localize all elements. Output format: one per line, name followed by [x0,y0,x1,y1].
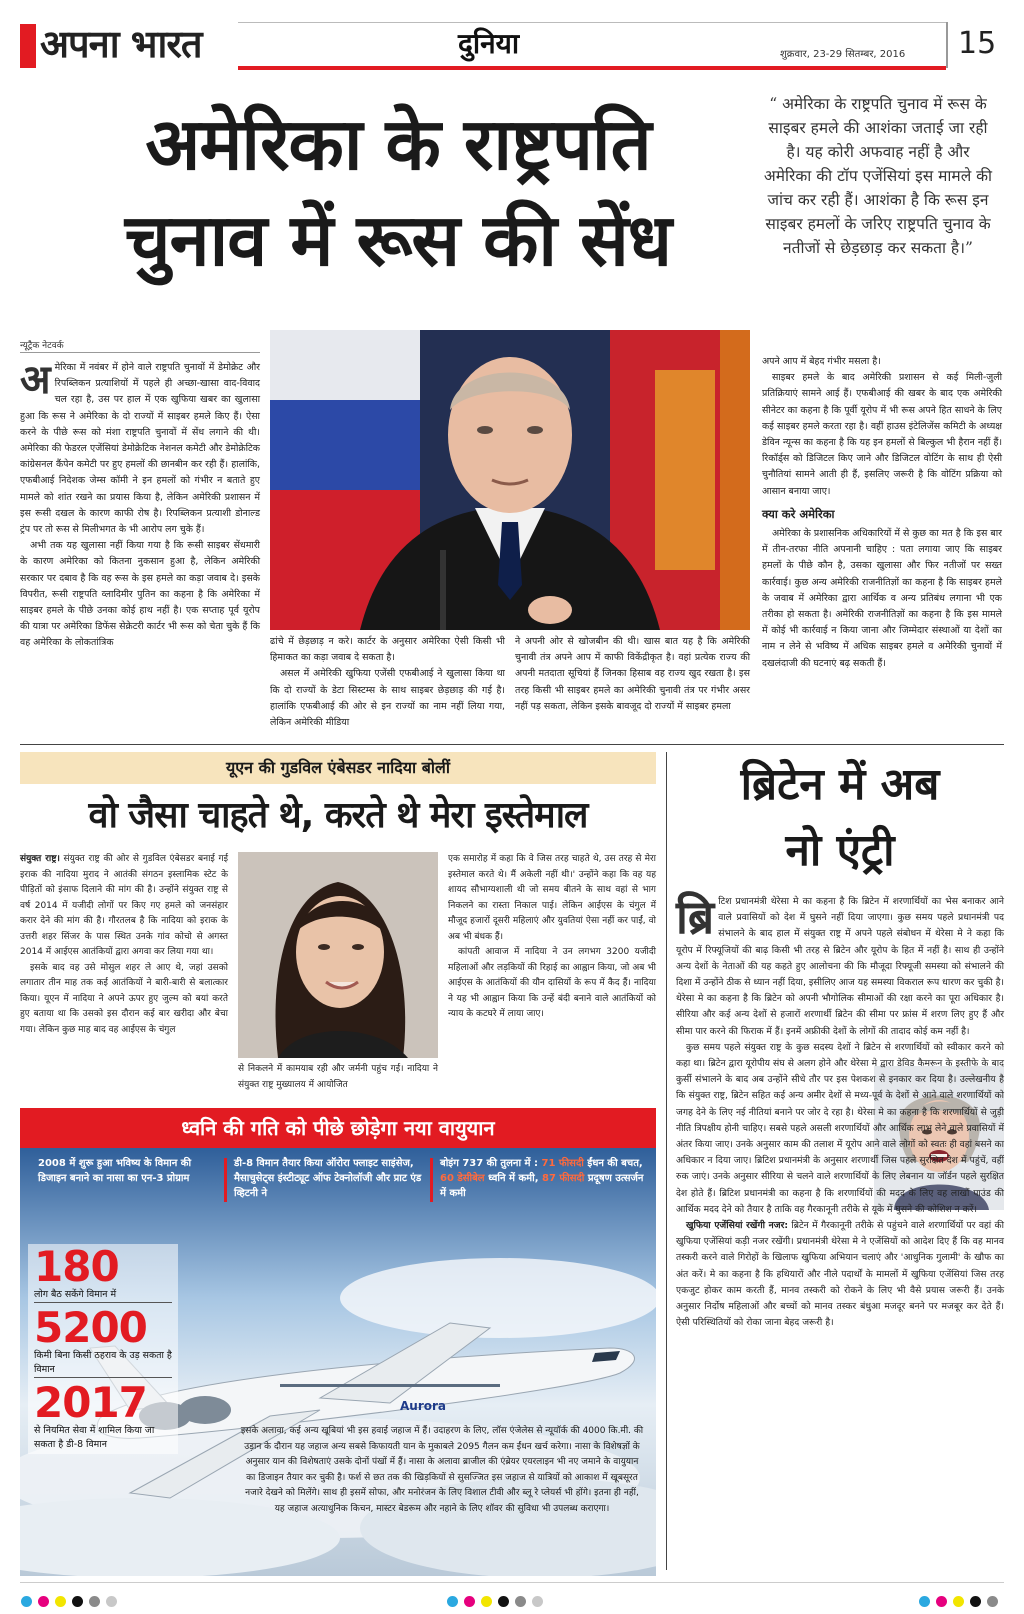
registration-marks-left [18,1592,120,1611]
fact-3-a: बोइंग 737 की तुलना में : [440,1158,542,1169]
britain-dropcap: ब्रि [676,890,715,944]
lead-col4-subhead: क्या करे अमेरिका [762,506,835,521]
britain-para3-text: ब्रिटेन में गैरकानूनी तरीके से पहुंचने वाले शरणार्थियों पर वहां की खुफिया एजेंसियां कड़ी नजर रखेंगी। प्रधानमंत्री थेरेसा मे ने एजेंसियों को आदेश दिए हैं कि वह मानव तस्करी करने वाले गिरोहों के खिलाफ खुफिया अभियान चलाएं और 'आधुनिक गुलामी' के खौफ का अंत करें। मे का कहना है कि हथियारों और नीले पदार्थों के मामलों में खुफिया एजेंसियां जिस तरह एकजुट होकर काम करती हैं, मानव तस्करी को रोकने के लिए भी वैसे प्रयास जरूरी हैं। उनके अनुसार निर्दोष महिलाओं और बच्चों को मानव तस्कर बंधुआ मजदूर बनने पर मजबूर कर देते हैं। ऐसी परिस्थितियों को रोका जाना बेहद जरूरी है। [676,1220,1004,1329]
masthead [0,0,1024,72]
lead-column-2 [270,634,505,731]
britain-headline-line1: ब्रिटेन में अब [740,759,940,810]
nadia-col1-para1 [20,852,228,961]
britain-headline [676,752,1004,884]
nadia-col2-para1: से निकलने में कामयाब रही और जर्मनी पहुंच गई। नादिया ने संयुक्त राष्ट्र मुख्यालय में आयोजित [238,1064,438,1090]
lead-dropcap: अ [20,357,51,403]
britain-para2: कुछ समय पहले संयुक्त राष्ट्र के कुछ सदस्य देशों ने ब्रिटेन से शरणार्थियों को स्वीकार करने को कहा था। ब्रिटेन द्वारा यूरोपीय संघ से अलग होने और थेरेसा मे द्वारा डेविड कैमरून के इस्तीफे के बाद कुर्सी संभालने के बाद अब उन्होंने सीधे तौर पर इस पेशकश से इनकार कर दिया है। उल्लेखनीय है कि संयुक्त राष्ट्र, ब्रिटेन सहित कई अन्य अमीर देशों से मध्य-पूर्व के देशों से आने वाले शरणार्थियों को जगह देने के लिए नई नीतियां बनाने पर जोर दे रहा है। थेरेसा मे का कहना है कि शरणार्थियों से जुड़ी नीति त्रिपक्षीय होनी चाहिए। सबसे पहले असली शरणार्थियों और आर्थिक लाभ लेने वाले प्रवासियों में अंतर किया जाए। उनके अनुसार काम की तलाश में यूरोप आने वाले लोगों को स्वतः ही वहां बसने का अधिकार न दिया जाए। ब्रिटिश प्रधानमंत्री के अनुसार शरणार्थी जिस पहले सुरक्षित देश में पहुंचें, वहीं रुक जाएं। उनके अनुसार सीरिया से चलने वाले शरणार्थियों के लिए लेबनान या जॉर्डन पहले सुरक्षित देश होते हैं। ब्रिटिश प्रधानमंत्री का कहना है कि शरणार्थियों की मदद के लिए वह लाखों पाउंड की आर्थिक मदद देने को तैयार है ताकि वह गैरकानूनी तरीके से यूके में घुसने की कोशिश न करें। [676,1041,1004,1215]
lead-headline-line1: अमेरिका के राष्ट्रपति [145,102,651,186]
reg-dot [481,1596,492,1607]
pull-quote: “ अमेरिका के राष्ट्रपति चुनाव में रूस के साइबर हमले की आशंका जताई जा रही है। यह कोरी अफवाह नहीं है और अमेरिका की टॉप एजेंसियां इस मामले की जांच कर रही हैं। आशंका है कि रूस इन साइबर हमलों के जरिए राष्ट्रपति चुनाव के नतीजों से छेड़छाड़ कर सकता है।” [763,95,993,257]
stat-year-number: 2017 [34,1378,147,1427]
reg-dot [919,1596,930,1607]
fact-3-noise: 60 डेसीबेल [440,1173,485,1184]
lead-col4-para3: अमेरिका के प्रशासनिक अधिकारियों में से कुछ का मत है कि इस बार में तीन-तरफा नीति अपनानी चाहिए : पता लगाया जाए कि साइबर हमलों के पीछे कौन है, उसका खुलासा और फिर नतीजों पर सख्त कार्रवाई। कुछ अन्य अमेरिकी राजनीतिज्ञों का कहना है कि साइबर हमले के जवाब में अमेरिका द्वारा आर्थिक व अन्य प्रतिबंध लगाना भी एक तरीका हो सकता है। अमेरिकी राजनीतिज्ञों का कहना है कि इस मामले में कोई भी कार्रवाई न किया जाना और जिम्मेदार संस्थाओं या देशों का नाम न लेने से भविष्य में अधिक साइबर हमले व अमेरिकी चुनावों में दखलंदाजी की घटनाएं बढ़ सकती हैं। [762,528,1002,669]
fact-3-c: ईंधन की बचत, [583,1158,643,1169]
fact-1-text: 2008 में शुरू हुआ भविष्य के विमान की डिजाइन बनाने का नासा का एन-3 प्रोग्राम [38,1158,192,1184]
fact-divider-1 [224,1158,227,1202]
reg-dot [38,1596,49,1607]
fact-box-2 [234,1156,424,1201]
footer-rule [20,1582,1004,1583]
stat-year-label: से नियमित सेवा में शामिल किया जा सकता है डी-8 विमान [34,1425,155,1450]
nadia-kicker: यूएन की गुडविल एंबेसडर नादिया बोलीं [225,758,450,777]
lead-col1-para2: अभी तक यह खुलासा नहीं किया गया है कि रूसी साइबर सेंधमारी के कारण अमेरिका को कितना नुकसान हुआ है, लेकिन अमेरिकी सरकार पर दबाव है कि वह रूस के इस हमले का कड़ा जवाब दे। इसके विपरीत, रूसी राष्ट्रपति व्लादिमीर पुतिन का कहना है कि अमेरिका में साइबर हमले के पीछे उनका कोई हाथ नहीं है। एक सप्ताह पूर्व यूरोप की यात्रा पर अमेरिका डिफेंस सेक्रेटरी कार्टर भी रूस को चेता चुके हैं कि वह अमेरिका के लोकतांत्रिक [20,540,260,649]
reg-dot [72,1596,83,1607]
lead-col4-para2: साइबर हमले के बाद अमेरिकी प्रशासन से कई मिली-जुली प्रतिक्रियाएं सामने आई हैं। एफबीआई की खबर के बाद एक अमेरिकी सीनेटर का कहना है कि पूर्वी यूरोप में भी रूस अपने हित साधने के लिए कई साइबर हमले करता रहा है। वहीं हाउस इंटेलिजेंस कमिटी के अध्यक्ष डेविन न्यून्स का कहना है कि यह इन हमलों से बिल्कुल भी हैरान नहीं हैं। रिकॉर्ड्स को डिजिटल किए जाने और डिजिटल वोटिंग के साथ ही ऐसी चुनौतियां सामने आती ही हैं, इसलिए जरूरी है कि वोटिंग प्रक्रिया को आसान बनाया जाए। [762,372,1002,497]
reg-dot [21,1596,32,1607]
page-number: 15 [958,26,997,61]
fact-3-e: ध्वनि में कमी, [484,1173,543,1184]
registration-marks-right [916,1592,1001,1611]
reg-dot [55,1596,66,1607]
page-divider [946,22,948,68]
registration-marks-center [444,1592,546,1611]
nadia-col3-para2: कांपती आवाज में नादिया ने उन लगभग 3200 यजीदी महिलाओं और लड़कियों की रिहाई का आह्वान किया, जो अब भी आईएस के आतंकियों की यौन दासियों के रूप में कैद हैं। नादिया ने यह भी आह्वान किया कि उन्हें बंदी बनाने वाले आतंकियों को न्याय के कटघरे में लाया जाए। [448,947,656,1019]
nadia-image [238,852,438,1058]
reg-dot [447,1596,458,1607]
lead-col4-para1: अपने आप में बेहद गंभीर मसला है। [762,356,881,367]
fact-3-fuel: 71 फीसदी [541,1158,584,1169]
masthead-top-rule [238,22,946,23]
reg-dot [464,1596,475,1607]
nadia-photo [238,852,438,1058]
lead-headline [28,96,768,288]
section-title: दुनिया [458,27,520,60]
byline-rule [20,352,260,353]
stat-range-label: किमी बिना किसी ठहराव के उड़ सकता है विमान [34,1349,172,1378]
reg-dot [498,1596,509,1607]
britain-para3 [676,1218,1004,1331]
lead-headline-line2: चुनाव में रूस की सेंध [124,198,672,282]
reg-dot [953,1596,964,1607]
lead-column-3 [515,634,750,715]
issue-date: शुक्रवार, 23-29 सितम्बर, 2016 [780,49,906,60]
lead-col2-para2: असल में अमेरिकी खुफिया एजेंसी एफबीआई ने खुलासा किया था कि दो राज्यों के डेटा सिस्टम्स के साथ साइबर छेड़छाड़ की गई है। हालांकि एफबीआई की ओर से इन राज्यों का नाम नहीं लिया गया, लेकिन अमेरिकी मीडिया [270,668,505,729]
fact-2-text: डी-8 विमान तैयार किया ऑरोरा फ्लाइट साइंसेज, मैसाचुसेट्स इंस्टीट्यूट ऑफ टेक्नोलॉजी और प्राट एंड व्हिटनी ने [234,1158,422,1199]
aircraft-body-text: इसके अलावा, कई अन्य खूबियां भी इस हवाई जहाज में हैं। उदाहरण के लिए, लॉस एंजेलेस से न्यूयॉर्क की 4000 कि.मी. की उड़ान के दौरान यह जहाज अन्य सबसे किफायती यान के मुकाबले 2095 गैलन कम ईंधन खर्च करेगा। नासा के विशेषज्ञों के अनुसार यान की विशेषताएं उसके दोनों पंखों में हैं। नासा के अलावा ब्राजील की एंब्रेयर एयरलाइन भी नए जमाने के वायुयान का डिजाइन तैयार कर चुकी है। फर्श से छत तक की खिड़कियों से सुसज्जित इस जहाज से यात्रियों को आकाश में खूबसूरत नजारे देखने को मिलेंगे। साथ ही इसमें सोफा, और मनोरंजन के लिए विशाल टीवी और ब्लू रे प्लेयर्स भी होंगे। इतना ही नहीं, यह जहाज अत्याधुनिक किचन, मास्टर बेडरूम और नहाने के लिए शॉवर की सुविधा भी उपलब्ध कराएगा। [240,1426,644,1514]
byline: न्यूट्रैक नेटवर्क [20,341,64,351]
fact-3-g: प्रदूषण उत्सर्जन में कमी [440,1173,644,1199]
stat-seats-number: 180 [34,1242,119,1291]
masthead-rule [238,66,946,70]
britain-headline-line2: नो एंट्री [785,825,895,876]
stats-panel [28,1244,178,1454]
fact-3-emission: 87 फीसदी [542,1173,585,1184]
putin-photo [270,330,750,630]
britain-para1: टिश प्रधानमंत्री थेरेसा मे का कहना है कि ब्रिटेन में शरणार्थियों का भेस बनाकर आने वाले प्रवासियों को देश में घुसने नहीं दिया जाएगा। कुछ समय पहले प्रधानमंत्री पद संभालने के बाद हाल में संयुक्त राष्ट्र में अपने पहले संबोधन में थेरेसा मे ने कहा कि यूरोप में रिफ्यूजियों की बाढ़ किसी भी तरह से ब्रिटेन और यूरोप के हित में नहीं है। साथ ही उन्होंने अन्य देशों के नेताओं की यह कहते हुए आलोचना की कि मौजूदा रिफ्यूजी समस्या को संभालने की दिशा में उन्होंने ठीक से ध्यान नहीं दिया, इसीलिए आज यह समस्या विकराल रूप धारण कर चुकी है। थेरेसा मे का कहना है कि ब्रिटेन को अपनी भौगोलिक सीमाओं की रक्षा करने का पूरा अधिकार है। सीरिया और कई अन्य देशों से हजारों शरणार्थी ब्रिटेन की सीमा पर फ्रांस में शरण लिए हुए हैं और सीमा पार करने की फिराक में हैं। इनमें अफ्रीकी देशों के लोगों की तादाद कोई कम नहीं है। [676,896,1004,1037]
lead-col1-para1: मेरिका में नवंबर में होने वाले राष्ट्रपति चुनावों में डेमोक्रेट और रिपब्लिकन प्रत्याशियों में पहले ही अच्छा-खासा वाद-विवाद चल रहा है, उस पर हाल में एक खुफिया खबर का खुलासा हुआ कि रूस ने अमेरिका के दो राज्यों में साइबर हमले किए हैं। ऐसा करने के पीछे रूस को मंशा राष्ट्रपति चुनावों में सेंध लगाने की थी। अमेरिका की फेडरल एजेंसियां डेमोक्रेटिक नेशनल कमेटी और डेमोक्रेटिक कांग्रेसनल कैंपेन कमेटी पर हुए हमलों की छानबीन कर रही हैं। हालांकि, एफबीआई निदेशक जेम्स कॉमी ने इन हमलों को गंभीर न बताते हुए मामले को शांत रखने का प्रयास किया है, लेकिन अमेरिकी प्रशासन में इस रूसी दखल के कारण काफी रोष है। रिपब्लिकन प्रत्याशी डोनाल्ड ट्रंप पर तो रूस से मिलीभगत के भी आरोप लग चुके हैं। [20,362,260,536]
reg-dot [106,1596,117,1607]
lead-bottom-rule [20,744,1004,745]
stat-seats-label: लोग बैठ सकेंगे विमान में [34,1288,172,1303]
column-divider [666,752,667,1570]
fact-1 [38,1156,218,1186]
britain-para3-lead: खुफिया एजेंसियां रखेंगी नजर: [686,1220,788,1232]
stat-range-number: 5200 [34,1303,147,1352]
lead-column-4 [762,354,1002,672]
fact-box-1 [38,1156,218,1186]
lead-col3-para1: ने अपनी ओर से खोजबीन की थी। खास बात यह है कि अमेरिकी चुनावी तंत्र अपने आप में काफी विकेंद्रीकृत है। वहां प्रत्येक राज्य की अपनी मतदाता सूचियां हैं जिनका हिसाब वह राज्य खुद रखता है। इस तरह किसी भी साइबर हमले का अमेरिकी चुनावी तंत्र पर गंभीर असर नहीं पड़ सकता, लेकिन इसके बावजूद दो राज्यों में साइबर हमला [515,636,750,712]
reg-dot [970,1596,981,1607]
reg-dot [515,1596,526,1607]
aircraft-banner [20,1108,656,1148]
aircraft-banner-text: ध्वनि की गति को पीछे छोड़ेगा नया वायुयान [181,1116,495,1140]
fact-divider-2 [430,1158,433,1202]
reg-dot [987,1596,998,1607]
nadia-col1-text: संयुक्त राष्ट्र की ओर से गुडविल एंबेसडर बनाई गई इराक की नादिया मुराद ने आतंकी संगठन इस्लामिक स्टेट के पीड़ितों को इंसाफ दिलाने की मांग की है। उन्होंने संयुक्त राष्ट्र से वर्ष 2014 में यजीदी लोगों पर किए गए हमले को जनसंहार करार देने की मांग की है। गौरतलब है कि नादिया को इराक के उत्तरी शहर सिंजर के पास स्थित उनके गांव कोचो से अगस्त 2014 में आईएस आतंकियों द्वारा अगवा कर लिया गया था। [20,854,228,957]
nadia-col1-para2: इसके बाद वह उसे मोसुल शहर ले आए थे, जहां उसको लगातार तीन माह तक कई आतंकियों ने बारी-बारी से बलात्कार किया। यूएन में नादिया ने अपने ऊपर हुए जुल्म को बयां करते हुए बताया था कि उसको इस दौरान कई बार खरीदा और बेचा गया। लेकिन कुछ माह बाद वह आईएस के चंगुल [20,962,228,1035]
brand-red-block [20,24,36,68]
lead-column-1 [20,357,260,652]
aurora-wordmark: Aurora [400,1399,447,1413]
lead-col2-para1: ढांचे में छेड़छाड़ न करे। कार्टर के अनुसार अमेरिका ऐसी किसी भी हिमाकत का कड़ा जवाब दे सकता है। [270,636,505,664]
reg-dot [532,1596,543,1607]
nadia-dateline: संयुक्त राष्ट्र। [20,854,60,864]
nadia-column-3 [448,852,656,1023]
nadia-headline: वो जैसा चाहते थे, करते थे मेरा इस्तेमाल [88,795,588,836]
reg-dot [89,1596,100,1607]
nadia-column-2 [238,1062,438,1093]
reg-dot [936,1596,947,1607]
britain-body [676,890,1004,1331]
nadia-col3-para1: एक समारोह में कहा कि वे जिस तरह चाहते थे, उस तरह से मेरा इस्तेमाल करते थे। मैं अकेली नहीं थी।' उन्होंने कहा कि वह यह शायद सौभाग्यशाली थी जो समय बीतने के साथ वहां से भाग निकलने का रास्ता निकाल पाई। लेकिन आईएस के चंगुल में मौजूद हजारों दूसरी महिलाएं और युवतियां ऐसा नहीं कर पाईं, वो अब भी बंधक हैं। [448,854,656,942]
fact-box-3 [440,1156,650,1201]
nadia-column-1 [20,852,228,1038]
putin-image [270,330,750,630]
brand-logo: अपना भारत [40,21,202,66]
